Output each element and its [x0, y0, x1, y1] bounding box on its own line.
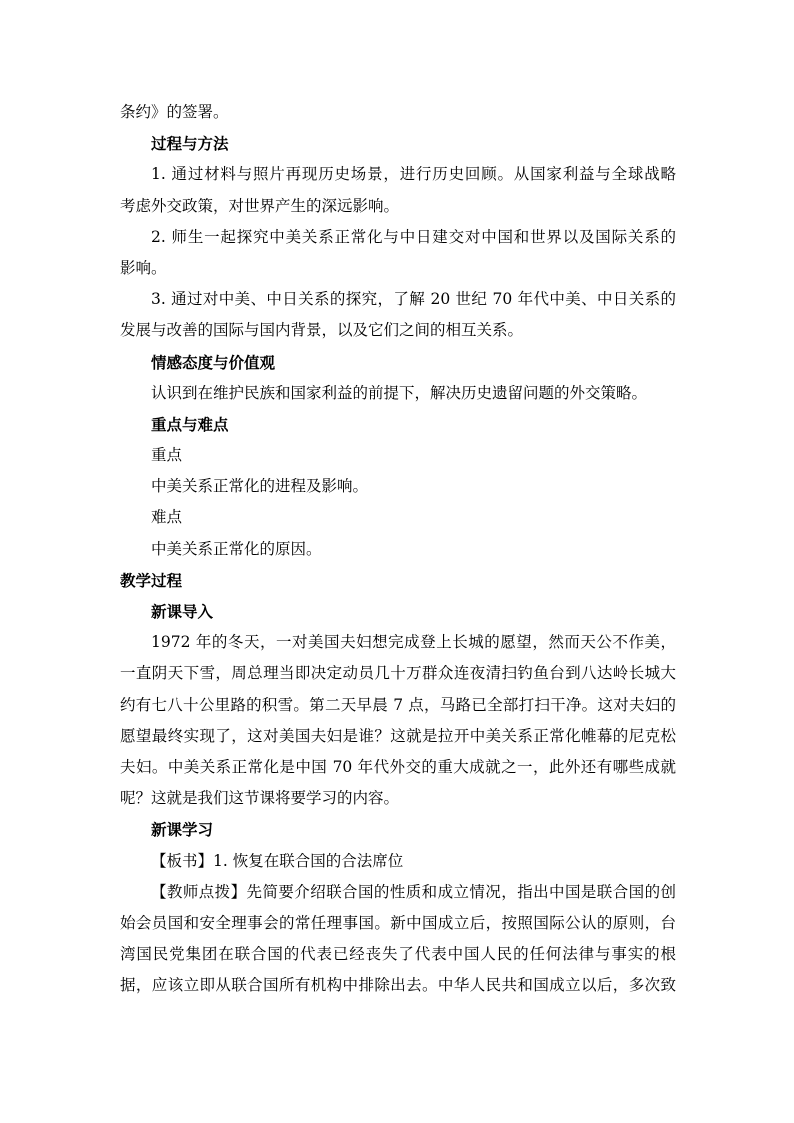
text-line: 发展与改善的国际与国内背景，以及它们之间的相互关系。	[120, 321, 524, 340]
text-line: 认识到在维护民族和国家利益的前提下，解决历史遗留问题的外交策略。	[151, 383, 648, 402]
text-line: 愿望最终实现了，这对美国夫妇是谁？这就是拉开中美关系正常化帷幕的尼克松	[120, 726, 676, 745]
text-line: 【教师点拨】先简要介绍联合国的性质和成立情况，指出中国是联合国的创	[151, 882, 676, 901]
section-heading: 新课学习	[151, 820, 214, 840]
section-heading: 情感态度与价值观	[151, 352, 276, 372]
section-heading: 重点与难点	[151, 414, 229, 434]
text-line: 考虑外交政策，对世界产生的深远影响。	[120, 196, 400, 215]
text-line: 呢？这就是我们这节课将要学习的内容。	[120, 789, 400, 808]
document-page	[120, 97, 676, 1001]
text-line: 湾国民党集团在联合国的代表已经丧失了代表中国人民的任何法律与事实的根	[120, 945, 676, 964]
text-line: 1972 年的冬天，一对美国夫妇想完成登上长城的愿望，然而天公不作美，	[151, 633, 676, 652]
text-line: 难点	[151, 508, 183, 527]
text-line: 3. 通过对中美、中日关系的探究，了解 20 世纪 70 年代中美、中日关系的	[151, 290, 676, 309]
text-line: 约有七八十公里路的积雪。第二天早晨 7 点，马路已全部打扫干净。这对夫妇的	[120, 695, 676, 714]
text-line: 始会员国和安全理事会的常任理事国。新中国成立后，按照国际公认的原则，台	[120, 913, 676, 932]
text-line: 条约》的签署。	[120, 103, 229, 121]
section-heading: 新课导入	[151, 602, 214, 621]
text-line: 一直阴天下雪，周总理当即决定动员几十万群众连夜清扫钓鱼台到八达岭长城大	[120, 664, 676, 683]
chapter-heading: 教学过程	[120, 570, 183, 590]
text-line: 【板书】1. 恢复在联合国的合法席位	[151, 851, 404, 870]
text-line: 据，应该立即从联合国所有机构中排除出去。中华人民共和国成立以后，多次致	[120, 976, 676, 995]
text-line: 2. 师生一起探究中美关系正常化与中日建交对中国和世界以及国际关系的	[151, 227, 676, 246]
text-line: 中美关系正常化的进程及影响。	[151, 477, 369, 496]
text-line: 影响。	[120, 258, 167, 277]
text-line: 中美关系正常化的原因。	[151, 539, 322, 558]
section-heading: 过程与方法	[151, 134, 229, 154]
text-line: 夫妇。中美关系正常化是中国 70 年代外交的重大成就之一，此外还有哪些成就	[120, 757, 676, 776]
text-line: 重点	[151, 446, 183, 465]
text-line: 1. 通过材料与照片再现历史场景，进行历史回顾。从国家利益与全球战略	[151, 165, 676, 184]
